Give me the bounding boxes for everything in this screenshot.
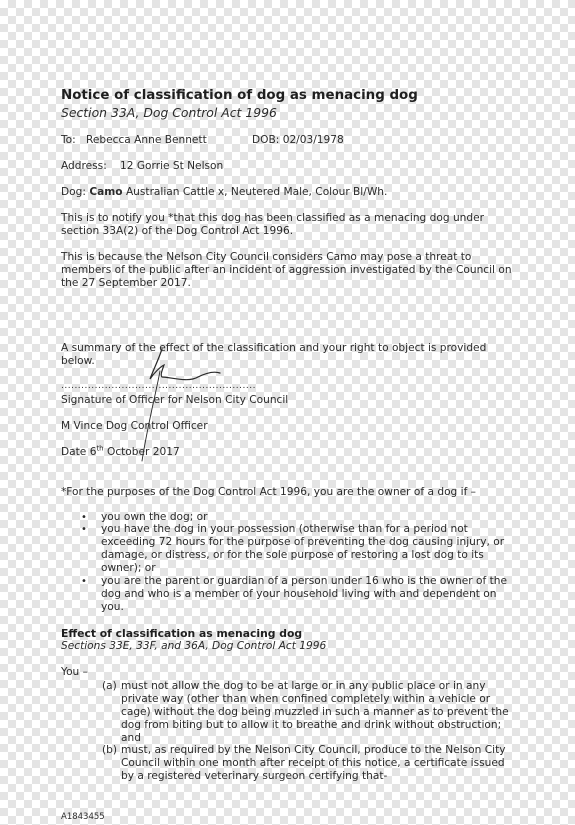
bullet-line: dog and who is a member of your household living with and dependent on xyxy=(101,588,497,600)
owner-address: 12 Gorrie St Nelson xyxy=(120,160,224,172)
bullet-line: exceeding 72 hours for the purpose of preventing the dog causing injury, or xyxy=(101,536,505,548)
item-line: Council within one month after receipt of this notice, a certificate issued xyxy=(121,757,505,769)
item-line: private way (other than when confined completely within a vehicle or xyxy=(121,693,491,705)
signature-label: Signature of Officer for Nelson City Council xyxy=(61,394,289,406)
effect-heading: Effect of classification as menacing dog xyxy=(61,627,303,640)
bullet-icon: • xyxy=(81,524,87,535)
effect-sections: Sections 33E, 33F, and 36A, Dog Control Act 1996 xyxy=(61,640,327,652)
because-line: members of the public after an incident of aggression investigated by the Council on xyxy=(61,264,512,276)
date-superscript: th xyxy=(96,444,104,453)
because-line: the 27 September 2017. xyxy=(61,277,191,289)
summary-line: A summary of the effect of the classification and your right to object is provided xyxy=(61,342,487,354)
effect-you: You – xyxy=(61,666,88,678)
owner-name: Rebecca Anne Bennett xyxy=(86,134,207,146)
officer-name: M Vince Dog Control Officer xyxy=(61,420,208,432)
notify-line: section 33A(2) of the Dog Control Act 1996. xyxy=(61,225,294,237)
notice-title: Notice of classification of dog as menacing dog xyxy=(61,88,418,103)
item-line: dog from biting but to allow it to breathe and drink without obstruction; xyxy=(121,719,502,731)
item-line: must not allow the dog to be at large or in any public place or in any xyxy=(121,680,486,692)
owner-definition-intro: *For the purposes of the Dog Control Act 1996, you are the owner of a dog if – xyxy=(61,486,476,498)
item-line: must, as required by the Nelson City Council, produce to the Nelson City xyxy=(121,744,506,756)
dog-description: Australian Cattle x, Neutered Male, Colour Bl/Wh. xyxy=(125,186,388,198)
bullet-line: damage, or distress, or for the sole purpose of restoring a lost dog to its xyxy=(101,549,484,561)
notice-subtitle: Section 33A, Dog Control Act 1996 xyxy=(61,105,277,120)
dog-label: Dog: xyxy=(61,186,86,198)
item-line: cage) without the dog being muzzled in such a manner as to prevent the xyxy=(121,706,509,718)
date-prefix: Date 6 xyxy=(61,446,97,458)
to-label: To: xyxy=(61,134,76,146)
bullet-line: you. xyxy=(101,601,124,613)
bullet-line: you have the dog in your possession (otherwise than for a period not xyxy=(101,523,468,535)
bullet-icon: • xyxy=(81,512,87,523)
dog-line xyxy=(61,186,387,199)
date-suffix: October 2017 xyxy=(103,446,180,458)
summary-line: below. xyxy=(61,355,95,367)
bullet-line: you own the dog; or xyxy=(101,511,208,523)
owner-dob: DOB: 02/03/1978 xyxy=(252,134,344,146)
item-line: and xyxy=(121,732,141,744)
signature-dotted-line: .......................................................... xyxy=(61,381,256,391)
bullet-line: you are the parent or guardian of a person under 16 who is the owner of the xyxy=(101,575,507,587)
item-label: (a) xyxy=(102,680,117,692)
notice-date xyxy=(61,446,180,459)
bullet-line: owner); or xyxy=(101,562,156,574)
item-label: (b) xyxy=(102,744,117,756)
bullet-icon: • xyxy=(81,576,87,587)
item-line: by a registered veterinary surgeon certifying that- xyxy=(121,770,388,782)
document-reference: A1843455 xyxy=(61,812,105,822)
address-label: Address: xyxy=(61,160,107,172)
because-line: This is because the Nelson City Council considers Camo may pose a threat to xyxy=(61,251,472,263)
dog-name: Camo xyxy=(89,186,123,198)
notify-line: This is to notify you *that this dog has been classified as a menacing dog under xyxy=(61,212,484,224)
